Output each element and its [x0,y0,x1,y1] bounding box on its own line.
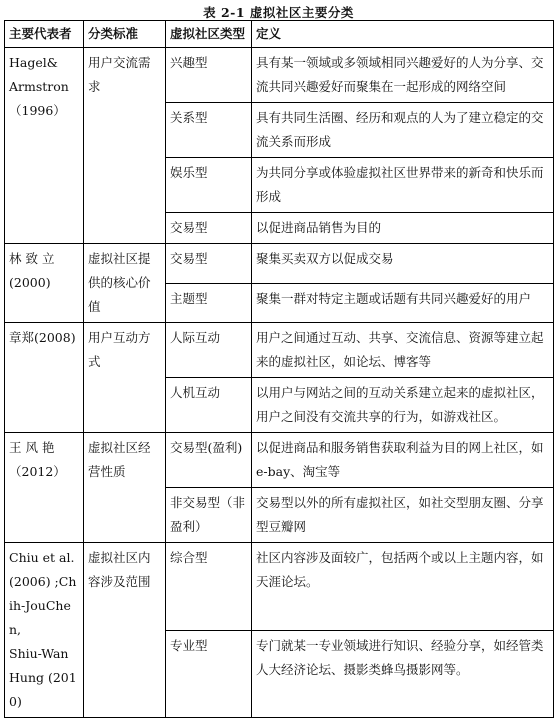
table-caption: 表 2-1 虚拟社区主要分类 [203,5,354,20]
header-definition: 定义 [252,21,554,48]
type-cell: 交易型 [166,213,252,244]
definition-cell: 专门就某一专业领域进行知识、经验分享，如经管类人大经济论坛、摄影类蜂鸟摄影网等。 [252,630,554,718]
type-cell: 非交易型（非盈利） [166,488,252,543]
type-cell: 综合型 [166,543,252,631]
criterion-cell: 用户互动方式 [84,323,166,433]
author-cell: Chiu et al. (2006) ;Chih-JouChen, Shiu-Wan Hung (2010) [5,543,84,718]
table-row [5,244,554,284]
definition-cell: 用户之间通过互动、共享、交流信息、资源等建立起来的虚拟社区，如论坛、博客等 [252,323,554,378]
table-row [5,543,554,631]
definition-cell: 具有某一领域或多领域相同兴趣爱好的人为分享、交流共同兴趣爱好而聚集在一起形成的网络空间 [252,48,554,103]
header-type: 虚拟社区类型 [166,21,252,48]
author-cell: 林 致 立 (2000) [5,244,84,323]
definition-cell: 以促进商品销售为目的 [252,213,554,244]
type-cell: 兴趣型 [166,48,252,103]
criterion-cell: 虚拟社区内容涉及范围 [84,543,166,718]
definition-cell: 交易型以外的所有虚拟社区，如社交型朋友圈、分享型豆瓣网 [252,488,554,543]
definition-cell: 以用户与网站之间的互动关系建立起来的虚拟社区，用户之间没有交流共享的行为，如游戏社区。 [252,378,554,433]
definition-cell: 聚集一群对特定主题或话题有共同兴趣爱好的用户 [252,283,554,323]
definition-cell: 为共同分享或体验虚拟社区世界带来的新奇和快乐而形成 [252,158,554,213]
author-cell: Hagel& Armstron （1996） [5,48,84,244]
header-row [5,21,554,48]
criterion-cell: 虚拟社区经营性质 [84,433,166,543]
table-row [5,433,554,488]
header-author: 主要代表者 [5,21,84,48]
table-row [5,48,554,103]
author-cell: 王 风 艳 （2012） [5,433,84,543]
definition-cell: 以促进商品和服务销售获取利益为目的网上社区，如 e-bay、淘宝等 [252,433,554,488]
type-cell: 专业型 [166,630,252,718]
table-row [5,323,554,378]
criterion-cell: 虚拟社区提供的核心价值 [84,244,166,323]
header-criterion: 分类标准 [84,21,166,48]
definition-cell: 具有共同生活圈、经历和观点的人为了建立稳定的交流关系而形成 [252,103,554,158]
type-cell: 交易型 [166,244,252,284]
criterion-cell: 用户交流需求 [84,48,166,244]
type-cell: 人机互动 [166,378,252,433]
type-cell: 关系型 [166,103,252,158]
type-cell: 娱乐型 [166,158,252,213]
classification-table [4,20,554,718]
definition-cell: 社区内容涉及面较广，包括两个或以上主题内容，如天涯论坛。 [252,543,554,631]
definition-cell: 聚集买卖双方以促成交易 [252,244,554,284]
author-cell: 章郑(2008) [5,323,84,433]
type-cell: 主题型 [166,283,252,323]
type-cell: 交易型(盈利) [166,433,252,488]
type-cell: 人际互动 [166,323,252,378]
